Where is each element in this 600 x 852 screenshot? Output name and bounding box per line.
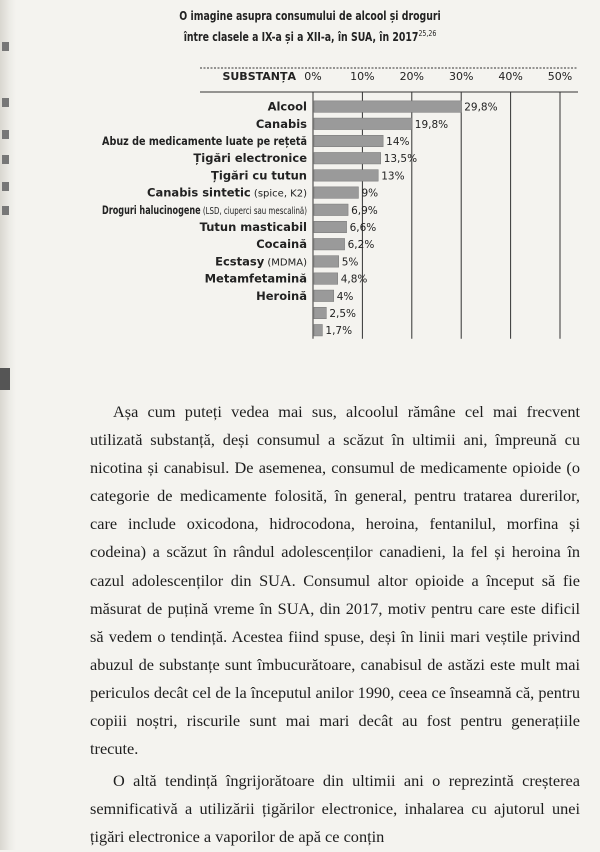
category-note: (MDMA): [264, 257, 307, 269]
value-label: 29,8%: [464, 101, 498, 114]
category-label: Metamfetamină: [204, 271, 307, 286]
value-label: 13,5%: [383, 153, 418, 166]
bar: [314, 324, 322, 336]
paragraph-1: Așa cum puteți vedea mai sus, alcoolul rămâne cel mai frecvent utilizată substanță, deși consumul a scăzut în ultimii ani, împreună cu nicotina și canabisul. De asemenea, consumul de medicamente opioide (o categorie de medicamente folosită, în general, pentru tratarea durerilor, care include oxicodona, hidrocodona, heroina, fentanilul, morfina și codeina) a scăzut în rândul adolescenților canadieni, la fel și heroina în cazul adolescenților din SUA. Consumul altor opioide a început să fie măsurat de puțină vreme în SUA, din 2017, motiv pentru care este dificil să vedem o tendință. Acestea fiind spuse, deși în linii mari veștile privind abuzul de substanțe sunt îmbucurătoare, canabisul de astăzi este mult mai periculos decât cel de la începutul anilor 1990, ceea ce înseamnă că, pentru copiii noștri, riscurile sunt mai mari decât au fost pentru generațiile trecute.: [90, 402, 580, 759]
bar: [314, 221, 347, 233]
category-label: Droguri halucinogene (LSD, ciuperci sau mescalină): [102, 202, 352, 217]
chart-title-line1: O imagine asupra consumului de alcool și droguri: [179, 9, 441, 23]
category-label: Canabis: [255, 116, 307, 131]
category-label: Cocaină: [256, 237, 307, 252]
x-tick-label: 30%: [448, 70, 474, 83]
category-label: Alcool: [267, 99, 307, 114]
bar: [314, 101, 461, 113]
category-label: Țigări cu tutun: [211, 168, 307, 183]
category-note: (spice, K2): [250, 188, 307, 200]
category-label: Țigări electronice: [193, 151, 307, 166]
bar: [314, 170, 378, 182]
category-label: Heroină: [256, 288, 307, 303]
value-label: 4%: [336, 290, 354, 303]
bar: [314, 307, 326, 319]
bar: [314, 290, 334, 302]
category-label: Ecstasy (MDMA): [215, 254, 307, 269]
value-label: 6,6%: [349, 222, 377, 234]
value-label: 5%: [341, 256, 359, 269]
category-note: (LSD, ciuperci sau mescalină): [200, 205, 352, 217]
category-label: Canabis sintetic (spice, K2): [147, 185, 307, 200]
title-footnote-ref: 25,26: [418, 29, 437, 38]
x-tick-label: 10%: [350, 70, 375, 83]
bar: [314, 135, 383, 147]
x-tick-label: 0%: [304, 70, 322, 83]
category-header: SUBSTANȚA: [222, 70, 296, 83]
category-label: Tutun masticabil: [199, 220, 307, 234]
value-label: 9%: [361, 187, 379, 200]
value-label: 6,2%: [347, 239, 375, 252]
bar-chart: [0, 0, 600, 370]
bar: [314, 204, 348, 216]
paragraph-2: O altă tendință îngrijorătoare din ultimii ani o reprezintă creșterea semnificativă a utilizării țigărilor electronice, inhalarea cu ajutorul unei țigări electronice a vaporilor de apă ce conțin: [90, 771, 580, 847]
value-label: 13%: [381, 170, 405, 183]
gutter-block: [0, 368, 10, 390]
category-label: Abuz de medicamente luate pe rețetă: [102, 134, 307, 148]
x-tick-label: 50%: [547, 70, 573, 83]
chart-title-line2: între clasele a IX-a și a XII-a, în SUA, în 2017: [183, 30, 419, 44]
value-label: 14%: [386, 136, 410, 148]
x-tick-label: 40%: [498, 70, 523, 83]
value-label: 2,5%: [329, 308, 357, 320]
x-tick-label: 20%: [399, 70, 425, 83]
value-label: 4,8%: [340, 273, 368, 286]
body-text: [90, 398, 580, 852]
value-label: 19,8%: [414, 118, 449, 131]
value-label: 1,7%: [325, 325, 353, 338]
bar: [314, 118, 412, 130]
bar: [314, 238, 345, 250]
bar: [314, 256, 339, 268]
bar: [314, 152, 381, 164]
bar: [314, 187, 358, 199]
bar: [314, 273, 338, 285]
value-label: 6,9%: [351, 204, 378, 217]
